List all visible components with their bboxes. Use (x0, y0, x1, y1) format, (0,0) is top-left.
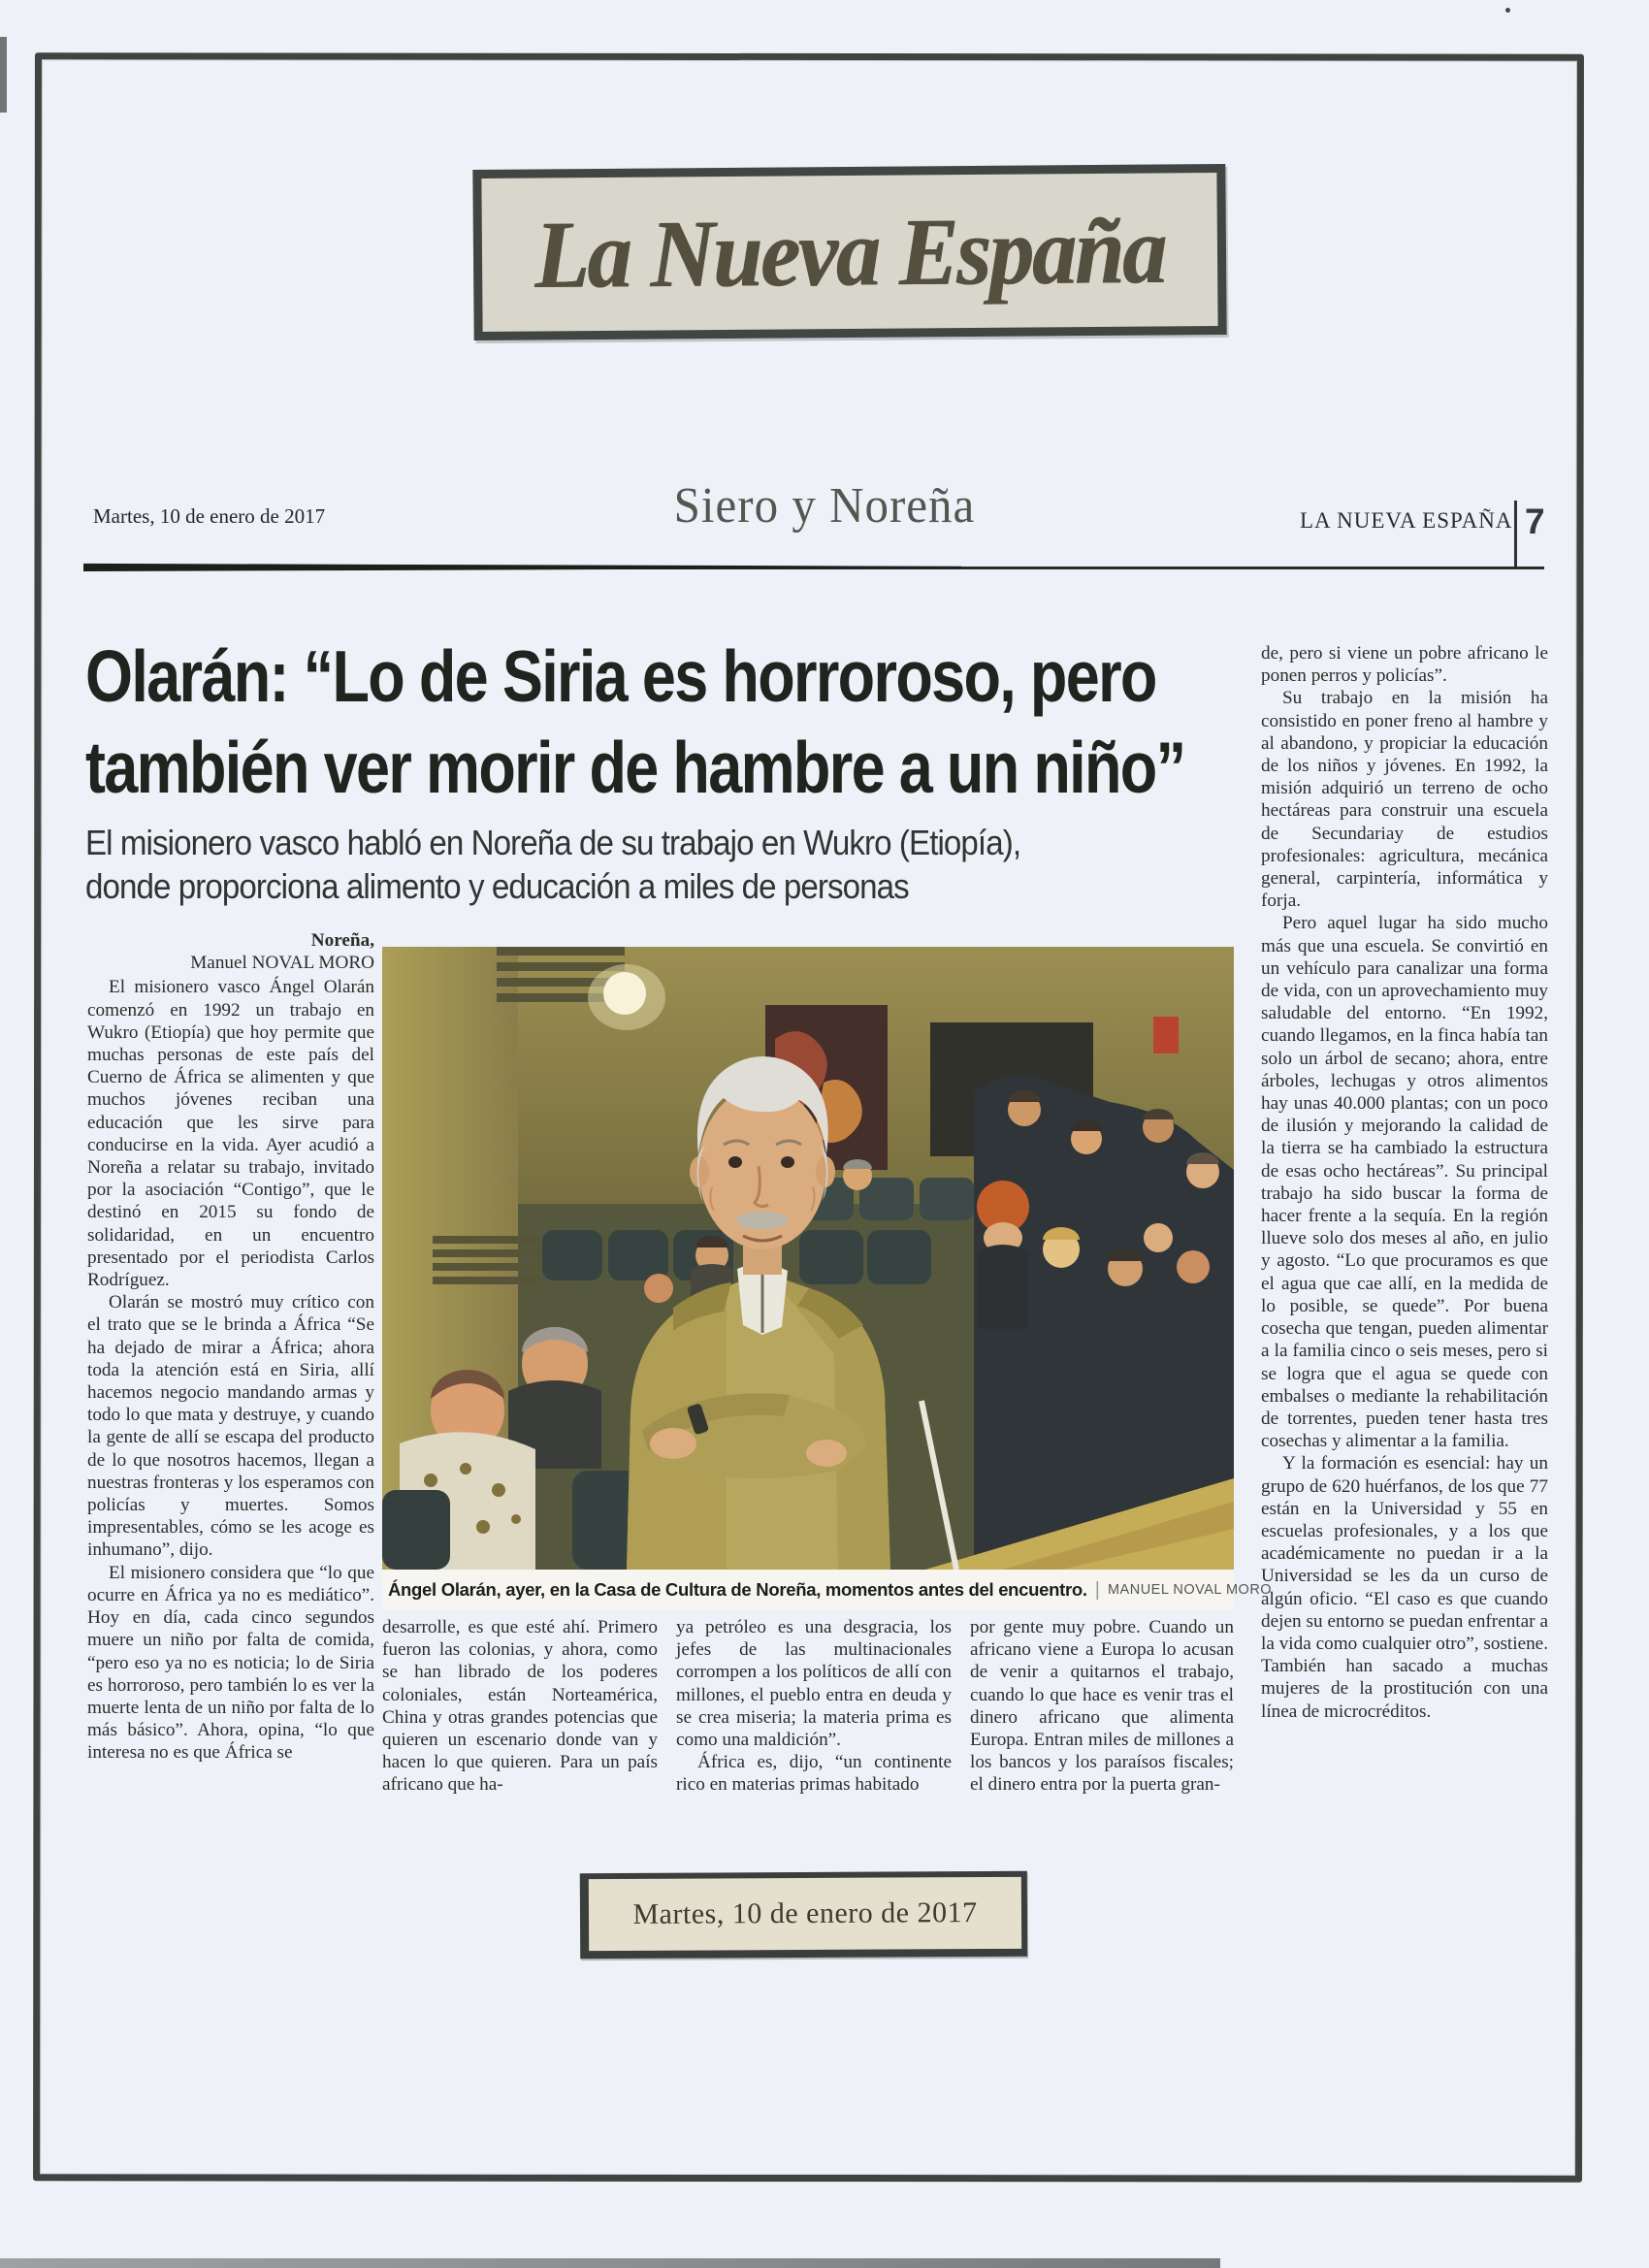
subheadline-line2: donde proporciona alimento y educación a miles de personas (85, 866, 909, 906)
photo-credit: MANUEL NOVAL MORO (1107, 1582, 1273, 1598)
masthead-clipping (472, 164, 1226, 340)
article-column-2 (382, 1616, 658, 1839)
headline-line1: Olarán: “Lo de Siria es horroroso, pero (85, 635, 1156, 717)
dateline: Martes, 10 de enero de 2017 (93, 504, 326, 528)
byline-place: Noreña, (310, 930, 374, 951)
date-clipping (580, 1871, 1027, 1959)
paragraph: Pero aquel lugar ha sido mucho más que una escuela. Se convirtió en un vehículo para canalizar una forma de vida, con un aprovechamiento muy saludable del entorno. “En 1992, cuando llegamos, en la finca había tan solo un árbol de secano; ahora, entre árboles, lechugas y otros alimentos hay unas 40.000 plantas; con un poco de ilusión y mejorando la calidad de la tierra se ha cambiado la estructura de esas ocho hectáreas”. Su principal trabajo ha sido buscar la forma de hacer frente a la sequía. En la región llueve solo dos meses al año, en julio y agosto. “Lo que procuramos es que el agua que cae allí, en la medida de lo posible, se quede”. Por buena cosecha que tengan, pueden alimentar a la familia cinco o seis meses, pero si se logra que el agua se quede con embalses o mediante la rehabilitación de torrentes, pueden tener hasta tres cosechas y alimentar a la familia. (1261, 913, 1548, 1452)
section-title: Siero y Noreña (673, 476, 976, 534)
byline (87, 929, 374, 974)
page-number-divider (1514, 501, 1517, 568)
headline (85, 631, 1308, 813)
subheadline-line1: El misionero vasco habló en Noreña de su trabajo en Wukro (Etiopía), (85, 823, 1021, 862)
date-clipping-text: Martes, 10 de enero de 2017 (632, 1896, 978, 1930)
paragraph: Olarán se mostró muy crítico con el trato que se le brinda a África “Se ha dejado de mirar a África; ahora toda la atención está en Siria, allí hacemos negocio mandando armas y todo lo que mata y destruye, y cuando la gente de allí se escapa del producto de lo que nosotros hacemos, llegan a nuestras fronteras y los esperamos con policías y muertes. Somos impresentables, cómo se les acoge es inhumano”, dijo. (87, 1292, 374, 1561)
scan-edge-artifact (0, 37, 7, 113)
article-column-4 (970, 1616, 1234, 1839)
scan-speck (1505, 8, 1510, 13)
brand-name: LA NUEVA ESPAÑA (1300, 508, 1513, 533)
paragraph: de, pero si viene un pobre africano le ponen perros y policías”. (1261, 643, 1548, 687)
article-column-3 (676, 1616, 952, 1839)
page-number: 7 (1525, 502, 1545, 541)
paragraph: El misionero vasco Ángel Olarán comenzó en 1992 un trabajo en Wukro (Etiopía) que hoy permite que muchas personas de este país del Cuerno de África se alimenten y que muchos jóvenes reciban una educación que les sirve para conducirse en la vida. Ayer acudió a Noreña a relatar su trabajo, invitado por la asociación “Contigo”, que le destinó en 2015 su fondo de solidaridad, en un encuentro presentado por el periodista Carlos Rodríguez. (87, 977, 374, 1291)
photo-illustration (382, 947, 1234, 1570)
paragraph: El misionero considera que “lo que ocurre en África ya no es mediático”. Hoy en día, cada cinco segundos muere un niño por falta de comida, “pero eso ya no es noticia; lo de Siria es horroroso, pero también lo es ver la muerte lenta de un niño por falta de lo más básico”. Ahora, opina, “lo que interesa no es que África se (87, 1562, 374, 1764)
subheadline (85, 821, 1335, 908)
article-column-1 (87, 929, 374, 1822)
article-photo (382, 947, 1234, 1570)
paragraph: desarrolle, es que esté ahí. Primero fueron las colonias, y ahora, como se han librado de los poderes coloniales, están Norteamérica, China y otras grandes potencias que quieren un escenario donde van y hacen lo que quieren. Para un país africano que ha- (382, 1617, 658, 1796)
photo-caption: Ángel Olarán, ayer, en la Casa de Cultura de Noreña, momentos antes del encuentro. (388, 1579, 1087, 1600)
byline-author: Manuel NOVAL MORO (190, 953, 374, 974)
photo-caption-bar (382, 1570, 1273, 1610)
paragraph: Y la formación es esencial: hay un grupo de 620 huérfanos, de los que 77 están en la Universidad y 55 en escuelas profesionales, y a los que académicamente no puedan ir a la Universidad se les da un curso de algún oficio. “El caso es que cuando dejen su entorno se puedan enfrentar a la vida como cualquier otro”, sostiene. También han sacado a muchas mujeres de la prostitución con una línea de microcréditos. (1261, 1453, 1548, 1722)
caption-divider: | (1094, 1578, 1100, 1601)
paragraph: ya petróleo es una desgracia, los jefes de las multinacionales corrompen a los políticos de allí con millones, el pueblo entra en deuda y se crea miseria; la materia prima es como una maldición”. (676, 1617, 952, 1751)
scan-edge-artifact (0, 2258, 1220, 2268)
paragraph: Su trabajo en la misión ha consistido en poner freno al hambre y al abandono, y propiciar la educación de los niños y jóvenes. En 1992, la misión adquirió un terreno de ocho hectáreas para construir una escuela de Secundariay de estudios profesionales: agricultura, mecánica general, carpintería, informática y forja. (1261, 688, 1548, 912)
paragraph: por gente muy pobre. Cuando un africano viene a Europa lo acusan de venir a quitarnos el trabajo, cuando lo que hace es venir tras el dinero africano que alimenta Europa. Entran miles de millones a los bancos y los paraísos fiscales; el dinero entra por la puerta gran- (970, 1617, 1234, 1796)
article-column-5 (1261, 642, 1548, 1831)
paragraph: África es, dijo, “un continente rico en materias primas habitado (676, 1752, 952, 1796)
newspaper-title: La Nueva España (534, 196, 1166, 308)
headline-line2: también ver morir de hambre a un niño” (85, 727, 1185, 808)
